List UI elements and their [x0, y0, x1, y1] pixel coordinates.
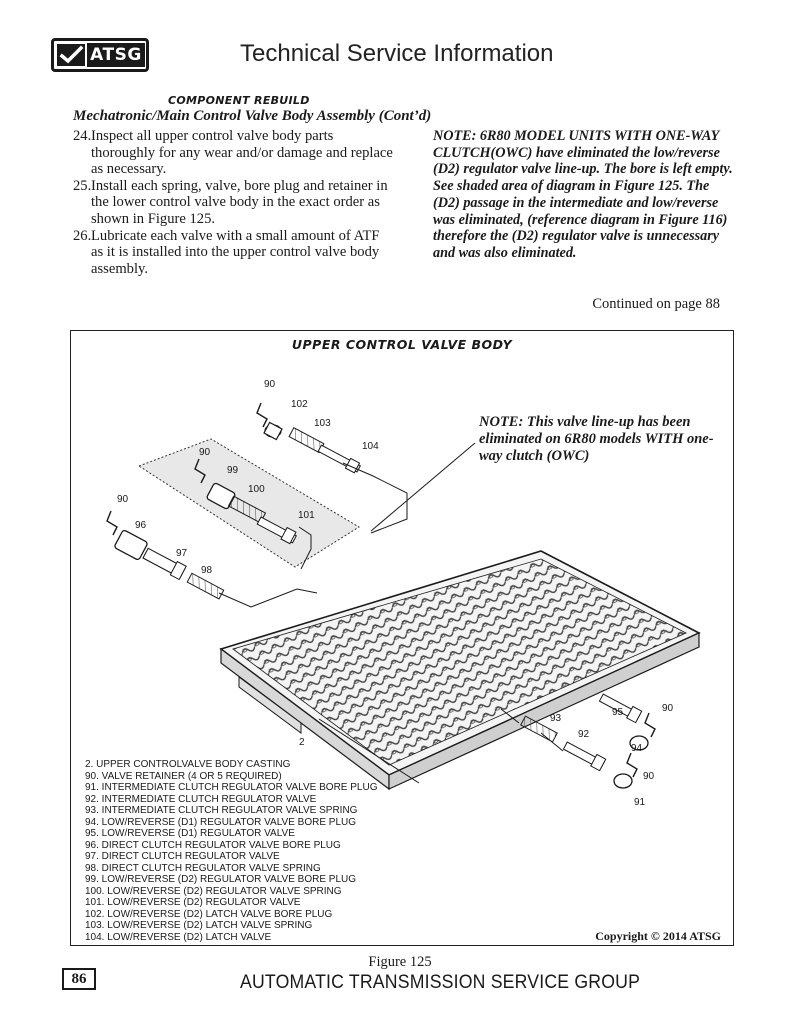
legend-item: 93. INTERMEDIATE CLUTCH REGULATOR VALVE SPRING — [85, 805, 358, 816]
latch-valve-lineup — [257, 403, 361, 474]
callout-92: 92 — [578, 729, 590, 740]
atsg-logo — [51, 38, 149, 72]
callout-90: 90 — [662, 703, 674, 714]
procedure-steps — [73, 128, 393, 277]
step-item — [73, 128, 393, 178]
callout-90: 90 — [117, 494, 129, 505]
page-number: 86 — [62, 968, 96, 990]
step-text: Install each spring, valve, bore plug and retainer in the lower control valve body in the exact order as shown in Figure 125. — [91, 177, 388, 227]
callout-94: 94 — [631, 743, 643, 754]
step-text: Lubricate each valve with a small amount of ATF as it is installed into the upper control valve body assembly. — [91, 227, 380, 277]
figure-caption: Figure 125 — [368, 954, 432, 970]
legend-item: 95. LOW/REVERSE (D1) REGULATOR VALVE — [85, 828, 295, 839]
callout-90: 90 — [643, 771, 655, 782]
callout-100: 100 — [248, 484, 265, 495]
model-note: NOTE: 6R80 MODEL UNITS WITH ONE-WAY CLUTCH(OWC) have eliminated the low/reverse (D2) regulator valve line-up. The bore is left empty. See shaded area of diagram in Figure 125. The (D2) passage in the intermediate and low/reverse was eliminated, (reference diagram in Figure 116) therefore the (D2) regulator valve is unnecessary and was also eliminated. — [433, 128, 733, 261]
figure-frame — [70, 330, 734, 946]
legend-item: 102. LOW/REVERSE (D2) LATCH VALVE BORE PLUG — [85, 908, 333, 920]
legend-item: 97. DIRECT CLUTCH REGULATOR VALVE — [85, 851, 280, 862]
step-item — [73, 228, 393, 278]
legend-item: 91. INTERMEDIATE CLUTCH REGULATOR VALVE BORE PLUG — [85, 782, 378, 793]
section-subtitle: Mechatronic/Main Control Valve Body Assembly (Cont’d) — [73, 108, 432, 124]
legend-item: 100. LOW/REVERSE (D2) REGULATOR VALVE SPRING — [85, 885, 342, 897]
section-kicker: COMPONENT REBUILD — [168, 94, 310, 107]
legend-item: 99. LOW/REVERSE (D2) REGULATOR VALVE BORE PLUG — [85, 874, 357, 885]
callout-90: 90 — [264, 379, 276, 390]
copyright-notice: Copyright © 2014 ATSG — [595, 929, 721, 943]
figure-title: UPPER CONTROL VALVE BODY — [291, 337, 513, 352]
legend-item: 90. VALVE RETAINER (4 OR 5 REQUIRED) — [85, 770, 282, 782]
legend-item: 104. LOW/REVERSE (D2) LATCH VALVE — [85, 931, 272, 943]
continued-link[interactable]: Continued on page 88 — [592, 296, 720, 312]
step-item — [73, 178, 393, 228]
callout-98: 98 — [201, 565, 213, 576]
checkmark-icon — [57, 44, 85, 66]
callout-97: 97 — [176, 548, 188, 559]
valve-body-casting — [221, 551, 699, 789]
parts-legend — [85, 759, 377, 943]
legend-item: 98. DIRECT CLUTCH REGULATOR VALVE SPRING — [85, 862, 321, 874]
legend-item: 94. LOW/REVERSE (D1) REGULATOR VALVE BORE PLUG — [85, 816, 357, 828]
step-number: 24. — [73, 128, 92, 144]
callout-90: 90 — [199, 447, 211, 458]
step-number: 26. — [73, 227, 92, 244]
callout-93: 93 — [550, 713, 562, 724]
callout-96: 96 — [135, 520, 147, 531]
direct-clutch-lineup — [107, 511, 224, 599]
eliminated-area-shading — [139, 439, 359, 567]
callout-95: 95 — [612, 707, 624, 718]
callout-104: 104 — [362, 441, 379, 452]
legend-item: 96. DIRECT CLUTCH REGULATOR VALVE BORE PLUG — [85, 839, 341, 851]
callout-91: 91 — [634, 797, 646, 808]
legend-item: 92. INTERMEDIATE CLUTCH REGULATOR VALVE — [85, 793, 317, 805]
callout-99: 99 — [227, 465, 239, 476]
callout-2: 2 — [299, 737, 305, 748]
page-title: Technical Service Information — [240, 40, 554, 67]
step-text: Inspect all upper control valve body parts thoroughly for any wear and/or damage and replace as necessary. — [91, 128, 393, 178]
callout-101: 101 — [298, 510, 315, 521]
figure-note: NOTE: This valve line-up has been eliminated on 6R80 models WITH one-way clutch (OWC) — [479, 414, 714, 464]
legend-item: 2. UPPER CONTROLVALVE BODY CASTING — [85, 759, 291, 770]
step-number: 25. — [73, 177, 92, 194]
footer-title: AUTOMATIC TRANSMISSION SERVICE GROUP — [240, 972, 641, 993]
legend-item: 101. LOW/REVERSE (D2) REGULATOR VALVE — [85, 897, 301, 908]
logo-text: ATSG — [87, 43, 145, 67]
callout-102: 102 — [291, 399, 308, 410]
legend-item: 103. LOW/REVERSE (D2) LATCH VALVE SPRING — [85, 920, 313, 931]
callout-103: 103 — [314, 418, 331, 429]
